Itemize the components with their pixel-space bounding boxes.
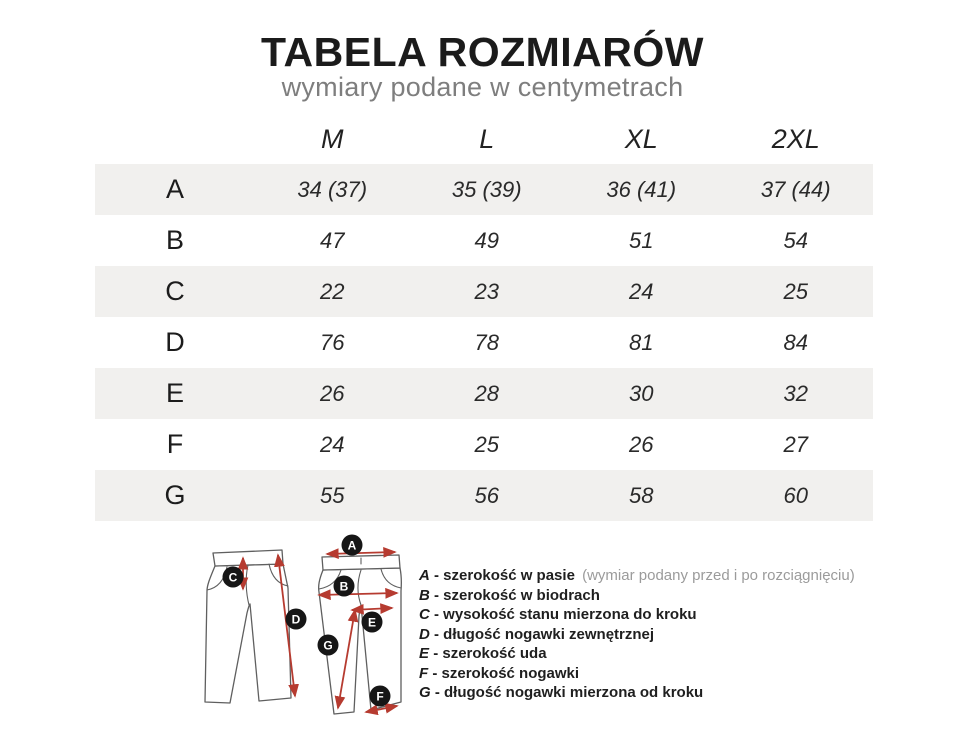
table-row	[95, 368, 873, 419]
legend-note: (wymiar podany przed i po rozciągnięciu)	[582, 567, 855, 584]
legend-text: - wysokość stanu mierzona do kroku	[434, 606, 697, 623]
marker-c-icon	[223, 567, 244, 588]
legend-text: - szerokość nogawki	[432, 664, 580, 682]
cell-value: 58	[629, 482, 654, 508]
cell-value: 78	[474, 329, 499, 355]
cell-value: 23	[474, 278, 499, 304]
legend-item-a	[419, 566, 855, 586]
cell-value: 84	[783, 329, 808, 355]
cell-value: 24	[629, 278, 654, 304]
page-header	[0, 0, 965, 102]
legend-item-f	[419, 664, 855, 684]
marker-b-icon	[334, 576, 355, 597]
legend-item-b	[419, 586, 855, 606]
corner-cell	[95, 115, 255, 164]
legend-text: - długość nogawki zewnętrznej	[434, 625, 655, 643]
row-label: B	[165, 225, 184, 255]
cell-value: 22	[320, 278, 345, 304]
column-header-l: L	[410, 115, 565, 164]
svg-text:A: A	[347, 538, 357, 553]
row-label: F	[166, 429, 184, 459]
page-title: TABELA ROZMIARÓW	[261, 29, 704, 75]
cell-value: 51	[629, 227, 654, 253]
legend-text: - długość nogawki mierzona od kroku	[434, 684, 704, 701]
marker-a-icon	[342, 535, 363, 556]
cell-value: 81	[629, 329, 654, 355]
legend-letter: F	[419, 664, 429, 682]
legend-letter: E	[419, 645, 430, 662]
legend-letter: C	[419, 606, 430, 623]
cell-value: 56	[474, 482, 499, 508]
svg-text:F: F	[376, 689, 384, 704]
pants-waistband	[213, 550, 283, 566]
cell-value: 26	[320, 380, 345, 406]
marker-d-icon	[286, 609, 307, 630]
measurement-legend	[419, 566, 855, 703]
legend-text: - szerokość w biodrach	[434, 586, 600, 604]
cell-value: 27	[783, 431, 808, 457]
legend-item-c	[419, 605, 855, 625]
measure-arrow-a	[327, 552, 395, 554]
legend-letter: A	[419, 567, 430, 584]
cell-value: 25	[783, 278, 808, 304]
pants-front-left	[205, 550, 291, 703]
row-label: C	[165, 276, 185, 306]
size-table-header-row	[95, 115, 873, 164]
cell-value: 25	[474, 431, 499, 457]
cell-value: 32	[783, 380, 808, 406]
table-row	[95, 317, 873, 368]
legend-text: - szerokość w pasie	[434, 567, 575, 584]
marker-g-icon	[318, 635, 339, 656]
cell-value: 37 (44)	[760, 176, 831, 202]
legend-item-g	[419, 683, 855, 703]
svg-text:D: D	[291, 612, 301, 627]
row-label: E	[165, 378, 184, 408]
cell-value: 26	[629, 431, 654, 457]
row-label: G	[164, 480, 186, 510]
svg-text:E: E	[367, 615, 377, 630]
marker-f-icon	[370, 686, 391, 707]
cell-value: 49	[474, 227, 499, 253]
cell-value: 36 (41)	[606, 176, 677, 202]
cell-value: 28	[474, 380, 499, 406]
row-label: A	[165, 174, 184, 204]
column-header-xl: XL	[564, 115, 719, 164]
table-row	[95, 215, 873, 266]
svg-text:G: G	[323, 638, 333, 653]
legend-text: - szerokość uda	[433, 645, 547, 662]
legend-item-d	[419, 625, 855, 645]
cell-value: 76	[320, 329, 345, 355]
column-header-2xl: 2XL	[719, 115, 874, 164]
table-row	[95, 419, 873, 470]
pants-measurement-diagram	[195, 533, 410, 730]
cell-value: 60	[783, 482, 808, 508]
column-header-m: M	[255, 115, 410, 164]
table-row	[95, 164, 873, 215]
marker-e-icon	[362, 612, 383, 633]
cell-value: 35 (39)	[451, 176, 522, 202]
legend-letter: G	[419, 684, 431, 701]
cell-value: 24	[320, 431, 345, 457]
cell-value: 34 (37)	[297, 176, 368, 202]
svg-text:C: C	[228, 570, 238, 585]
cell-value: 47	[320, 227, 345, 253]
cell-value: 30	[629, 380, 654, 406]
pants-front-right	[319, 555, 402, 714]
table-row	[95, 470, 873, 521]
legend-letter: B	[419, 586, 430, 604]
legend-item-e	[419, 644, 855, 664]
cell-value: 55	[320, 482, 345, 508]
page-subtitle: wymiary podane w centymetrach	[281, 72, 684, 102]
table-row	[95, 266, 873, 317]
svg-text:B: B	[339, 579, 349, 594]
cell-value: 54	[783, 227, 808, 253]
size-table	[95, 115, 873, 521]
legend-letter: D	[419, 625, 430, 643]
row-label: D	[165, 327, 185, 357]
